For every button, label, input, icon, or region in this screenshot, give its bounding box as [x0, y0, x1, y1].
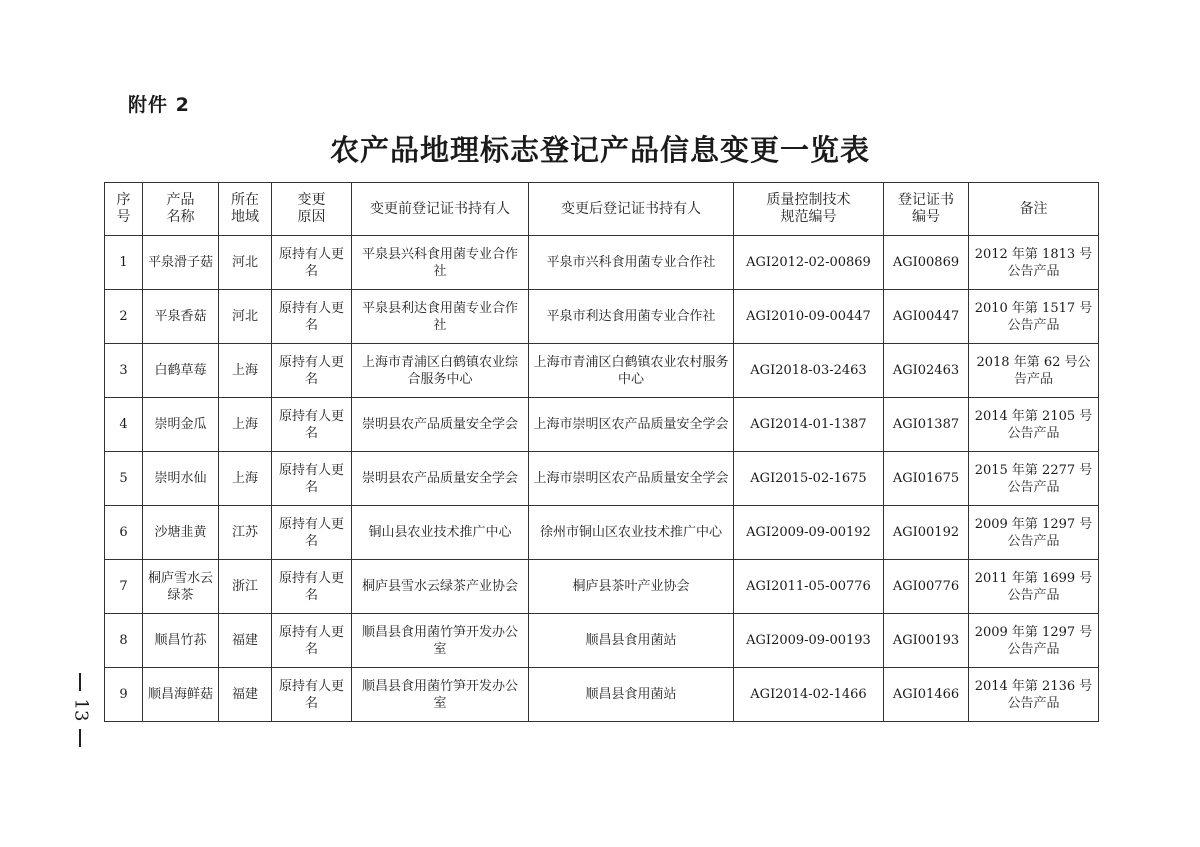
cell-reason: 原持有人更名 — [272, 668, 352, 722]
cell-cert-code: AGI00869 — [884, 236, 969, 290]
cell-note: 2009 年第 1297 号公告产品 — [969, 614, 1099, 668]
cell-before-holder: 桐庐县雪水云绿茶产业协会 — [352, 560, 529, 614]
cell-product: 白鹤草莓 — [143, 344, 219, 398]
header-reason-line: 变更 — [297, 192, 326, 208]
cell-region: 上海 — [219, 398, 272, 452]
cell-after-holder: 上海市青浦区白鹤镇农业农村服务中心 — [529, 344, 734, 398]
table-header-row — [105, 183, 1099, 236]
cell-cert-code: AGI00776 — [884, 560, 969, 614]
header-no-line: 序 — [116, 192, 131, 208]
cell-reason: 原持有人更名 — [272, 290, 352, 344]
page-number-dash-bottom — [79, 729, 81, 747]
cell-product: 顺昌海鲜菇 — [143, 668, 219, 722]
header-after — [529, 183, 734, 236]
cell-after-holder: 平泉市利达食用菌专业合作社 — [529, 290, 734, 344]
cell-cert-code: AGI01466 — [884, 668, 969, 722]
header-no — [105, 183, 143, 236]
cell-product: 平泉香菇 — [143, 290, 219, 344]
cell-note: 2010 年第 1517 号公告产品 — [969, 290, 1099, 344]
header-cert-line: 登记证书 — [898, 192, 954, 208]
cell-after-holder: 上海市崇明区农产品质量安全学会 — [529, 452, 734, 506]
cell-region: 福建 — [219, 668, 272, 722]
header-note-line: 备注 — [1019, 200, 1048, 217]
cell-spec-code: AGI2015-02-1675 — [734, 452, 884, 506]
page-number-value: 13 — [70, 698, 91, 722]
header-cert-line: 编号 — [912, 209, 940, 225]
cell-cert-code: AGI02463 — [884, 344, 969, 398]
cell-after-holder: 平泉市兴科食用菌专业合作社 — [529, 236, 734, 290]
cell-product: 顺昌竹荪 — [143, 614, 219, 668]
cell-cert-code: AGI00193 — [884, 614, 969, 668]
cell-spec-code: AGI2009-09-00192 — [734, 506, 884, 560]
cell-note: 2012 年第 1813 号公告产品 — [969, 236, 1099, 290]
attachment-label: 附件 2 — [128, 94, 190, 116]
cell-note: 2014 年第 2136 号公告产品 — [969, 668, 1099, 722]
change-list-table — [104, 182, 1099, 722]
cell-no: 3 — [105, 344, 143, 398]
cell-before-holder: 顺昌县食用菌竹笋开发办公室 — [352, 668, 529, 722]
cell-reason: 原持有人更名 — [272, 506, 352, 560]
cell-note: 2015 年第 2277 号公告产品 — [969, 452, 1099, 506]
header-before — [352, 183, 529, 236]
cell-note: 2018 年第 62 号公告产品 — [969, 344, 1099, 398]
table-row — [105, 614, 1099, 668]
header-product-line: 名称 — [166, 209, 195, 225]
cell-product: 平泉滑子菇 — [143, 236, 219, 290]
cell-before-holder: 崇明县农产品质量安全学会 — [352, 398, 529, 452]
header-spec-line: 质量控制技术 — [766, 192, 851, 208]
cell-reason: 原持有人更名 — [272, 398, 352, 452]
header-after-line: 变更后登记证书持有人 — [561, 200, 701, 217]
cell-cert-code: AGI01675 — [884, 452, 969, 506]
cell-before-holder: 崇明县农产品质量安全学会 — [352, 452, 529, 506]
cell-region: 上海 — [219, 344, 272, 398]
page-number-dash-top — [79, 673, 81, 691]
cell-no: 5 — [105, 452, 143, 506]
cell-region: 上海 — [219, 452, 272, 506]
cell-note: 2011 年第 1699 号公告产品 — [969, 560, 1099, 614]
cell-no: 8 — [105, 614, 143, 668]
header-note — [969, 183, 1099, 236]
header-reason — [272, 183, 352, 236]
cell-product: 崇明水仙 — [143, 452, 219, 506]
table-row — [105, 506, 1099, 560]
cell-reason: 原持有人更名 — [272, 344, 352, 398]
cell-before-holder: 平泉县利达食用菌专业合作社 — [352, 290, 529, 344]
header-region-line: 地域 — [231, 209, 259, 225]
cell-region: 福建 — [219, 614, 272, 668]
cell-region: 河北 — [219, 290, 272, 344]
header-region-line: 所在 — [231, 192, 259, 208]
cell-before-holder: 铜山县农业技术推广中心 — [352, 506, 529, 560]
table-row — [105, 560, 1099, 614]
cell-no: 9 — [105, 668, 143, 722]
header-region — [219, 183, 272, 236]
cell-no: 2 — [105, 290, 143, 344]
header-no-line: 号 — [116, 209, 131, 225]
cell-no: 7 — [105, 560, 143, 614]
cell-region: 河北 — [219, 236, 272, 290]
header-cert — [884, 183, 969, 236]
table-row — [105, 452, 1099, 506]
cell-after-holder: 桐庐县茶叶产业协会 — [529, 560, 734, 614]
cell-cert-code: AGI01387 — [884, 398, 969, 452]
cell-region: 江苏 — [219, 506, 272, 560]
cell-region: 浙江 — [219, 560, 272, 614]
cell-reason: 原持有人更名 — [272, 560, 352, 614]
cell-reason: 原持有人更名 — [272, 614, 352, 668]
cell-before-holder: 顺昌县食用菌竹笋开发办公室 — [352, 614, 529, 668]
table-row — [105, 236, 1099, 290]
cell-cert-code: AGI00192 — [884, 506, 969, 560]
cell-cert-code: AGI00447 — [884, 290, 969, 344]
cell-note: 2014 年第 2105 号公告产品 — [969, 398, 1099, 452]
page-number — [60, 665, 100, 755]
table-row — [105, 344, 1099, 398]
cell-reason: 原持有人更名 — [272, 452, 352, 506]
document-title: 农产品地理标志登记产品信息变更一览表 — [329, 133, 870, 167]
header-before-line: 变更前登记证书持有人 — [370, 200, 510, 217]
cell-spec-code: AGI2014-02-1466 — [734, 668, 884, 722]
cell-product: 桐庐雪水云绿茶 — [143, 560, 219, 614]
header-reason-line: 原因 — [297, 209, 326, 225]
cell-after-holder: 徐州市铜山区农业技术推广中心 — [529, 506, 734, 560]
header-spec-line: 规范编号 — [780, 209, 837, 225]
cell-spec-code: AGI2014-01-1387 — [734, 398, 884, 452]
table-row — [105, 290, 1099, 344]
cell-before-holder: 平泉县兴科食用菌专业合作社 — [352, 236, 529, 290]
cell-before-holder: 上海市青浦区白鹤镇农业综合服务中心 — [352, 344, 529, 398]
table-row — [105, 668, 1099, 722]
cell-note: 2009 年第 1297 号公告产品 — [969, 506, 1099, 560]
cell-spec-code: AGI2018-03-2463 — [734, 344, 884, 398]
cell-after-holder: 上海市崇明区农产品质量安全学会 — [529, 398, 734, 452]
cell-after-holder: 顺昌县食用菌站 — [529, 668, 734, 722]
cell-spec-code: AGI2011-05-00776 — [734, 560, 884, 614]
table-body — [105, 236, 1099, 722]
cell-no: 1 — [105, 236, 143, 290]
header-spec — [734, 183, 884, 236]
cell-spec-code: AGI2009-09-00193 — [734, 614, 884, 668]
cell-after-holder: 顺昌县食用菌站 — [529, 614, 734, 668]
cell-spec-code: AGI2012-02-00869 — [734, 236, 884, 290]
cell-no: 4 — [105, 398, 143, 452]
cell-product: 沙塘韭黄 — [143, 506, 219, 560]
cell-spec-code: AGI2010-09-00447 — [734, 290, 884, 344]
header-product — [143, 183, 219, 236]
cell-reason: 原持有人更名 — [272, 236, 352, 290]
table-row — [105, 398, 1099, 452]
header-product-line: 产品 — [166, 192, 195, 208]
cell-product: 崇明金瓜 — [143, 398, 219, 452]
cell-no: 6 — [105, 506, 143, 560]
